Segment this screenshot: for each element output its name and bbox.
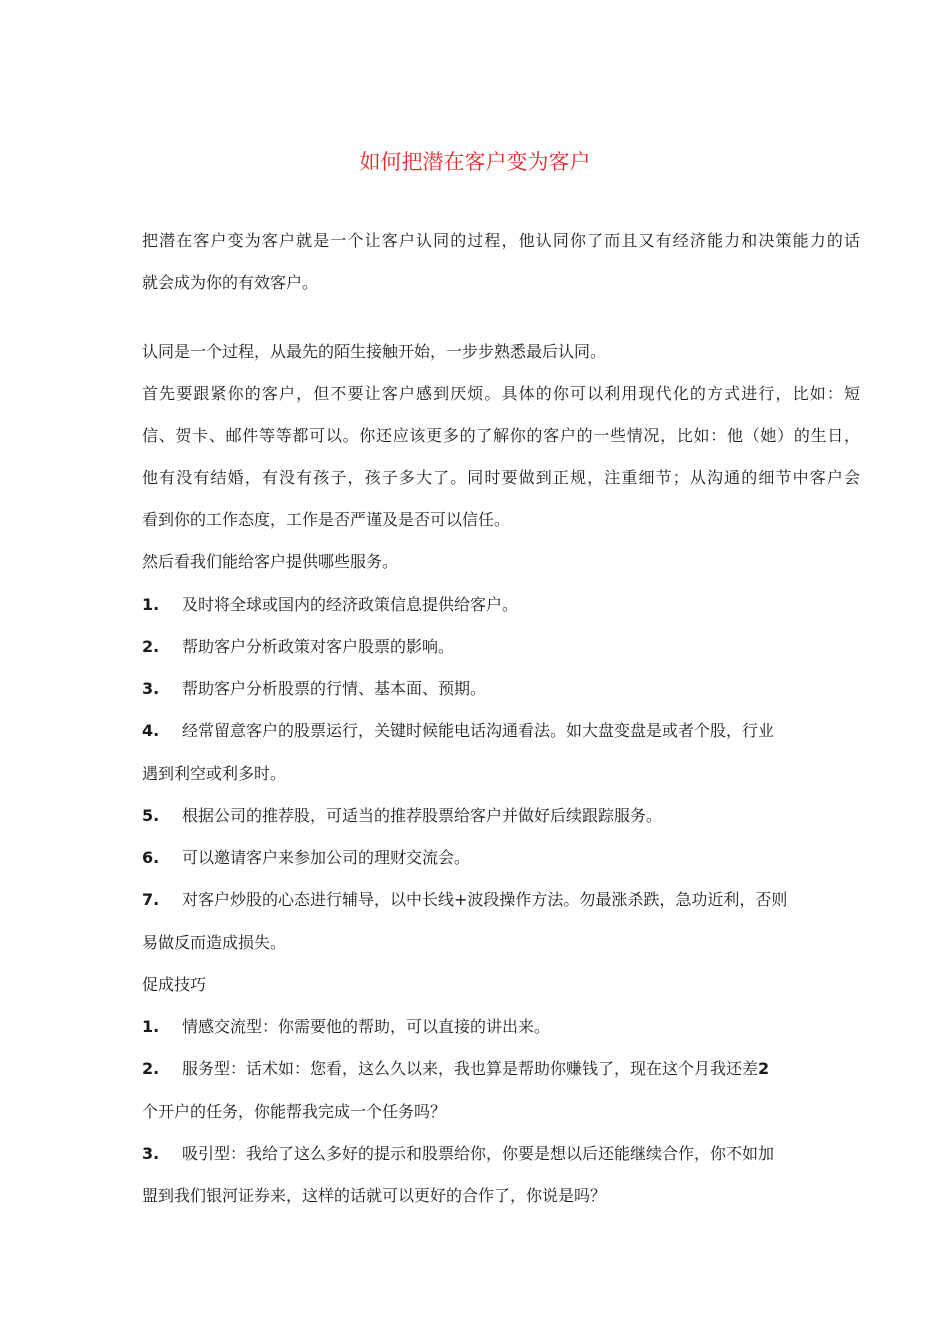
service-item-7 bbox=[142, 887, 787, 913]
list-item-text: 根据公司的推荐股，可适当的推荐股票给客户并做好后续跟踪服务。 bbox=[182, 806, 663, 825]
service-item-7-continued: 易做反而造成损失。 bbox=[142, 933, 287, 952]
list-number: 1. bbox=[142, 1017, 160, 1036]
bold-number: 2 bbox=[758, 1059, 770, 1078]
technique-item-1 bbox=[142, 1014, 550, 1040]
service-item-3 bbox=[142, 676, 486, 702]
technique-item-2 bbox=[142, 1056, 769, 1082]
list-item-text: 对客户炒股的心态进行辅导，以中长线+波段操作方法。勿最涨杀跌，急功近利，否则 bbox=[182, 890, 788, 909]
list-number: 7. bbox=[142, 890, 160, 909]
list-number: 2. bbox=[142, 637, 160, 656]
service-item-2 bbox=[142, 634, 454, 660]
services-intro: 然后看我们能给客户提供哪些服务。 bbox=[142, 552, 399, 571]
follow-line-4: 看到你的工作态度，工作是否严谨及是否可以信任。 bbox=[142, 510, 511, 529]
list-item-text: 帮助客户分析政策对客户股票的影响。 bbox=[182, 637, 455, 656]
list-number: 3. bbox=[142, 1144, 160, 1163]
list-number: 4. bbox=[142, 721, 160, 740]
document-title: 如何把潜在客户变为客户 bbox=[359, 150, 591, 174]
list-number: 2. bbox=[142, 1059, 160, 1078]
service-item-4 bbox=[142, 718, 774, 744]
follow-line-3: 他有没有结婚，有没有孩子，孩子多大了。同时要做到正规，注重细节；从沟通的细节中客户会 bbox=[142, 468, 860, 487]
list-number: 3. bbox=[142, 679, 160, 698]
intro-line-2: 就会成为你的有效客户。 bbox=[142, 273, 319, 292]
list-item-text: 帮助客户分析股票的行情、基本面、预期。 bbox=[182, 679, 487, 698]
service-item-4-continued: 遇到利空或利多时。 bbox=[142, 764, 287, 783]
list-number: 5. bbox=[142, 806, 160, 825]
follow-line-1: 首先要跟紧你的客户，但不要让客户感到厌烦。具体的你可以利用现代化的方式进行，比如：短 bbox=[142, 384, 860, 403]
list-number: 6. bbox=[142, 848, 160, 867]
technique-item-3-continued: 盟到我们银河证券来，这样的话就可以更好的合作了，你说是吗？ bbox=[142, 1186, 607, 1205]
list-item-text: 及时将全球或国内的经济政策信息提供给客户。 bbox=[182, 595, 519, 614]
intro-line-1: 把潜在客户变为客户就是一个让客户认同的过程，他认同你了而且又有经济能力和决策能力的话 bbox=[142, 231, 860, 250]
list-item-text: 服务型：话术如：您看，这么久以来，我也算是帮助你赚钱了，现在这个月我还差 bbox=[182, 1059, 759, 1078]
technique-item-3 bbox=[142, 1141, 774, 1167]
service-item-1 bbox=[142, 592, 518, 618]
list-item-text: 情感交流型：你需要他的帮助，可以直接的讲出来。 bbox=[182, 1017, 551, 1036]
recognition-paragraph: 认同是一个过程，从最先的陌生接触开始，一步步熟悉最后认同。 bbox=[142, 342, 607, 361]
service-item-5 bbox=[142, 803, 662, 829]
technique-item-2-continued: 个开户的任务，你能帮我完成一个任务吗？ bbox=[142, 1102, 447, 1121]
service-item-6 bbox=[142, 845, 470, 871]
follow-line-2: 信、贺卡、邮件等等都可以。你还应该更多的了解你的客户的一些情况，比如：他（她）的生日， bbox=[142, 426, 860, 445]
list-item-text: 经常留意客户的股票运行，关键时候能电话沟通看法。如大盘变盘是或者个股，行业 bbox=[182, 721, 775, 740]
techniques-heading: 促成技巧 bbox=[142, 975, 207, 994]
list-item-text: 吸引型：我给了这么多好的提示和股票给你，你要是想以后还能继续合作，你不如加 bbox=[182, 1144, 775, 1163]
list-item-text: 可以邀请客户来参加公司的理财交流会。 bbox=[182, 848, 471, 867]
list-number: 1. bbox=[142, 595, 160, 614]
